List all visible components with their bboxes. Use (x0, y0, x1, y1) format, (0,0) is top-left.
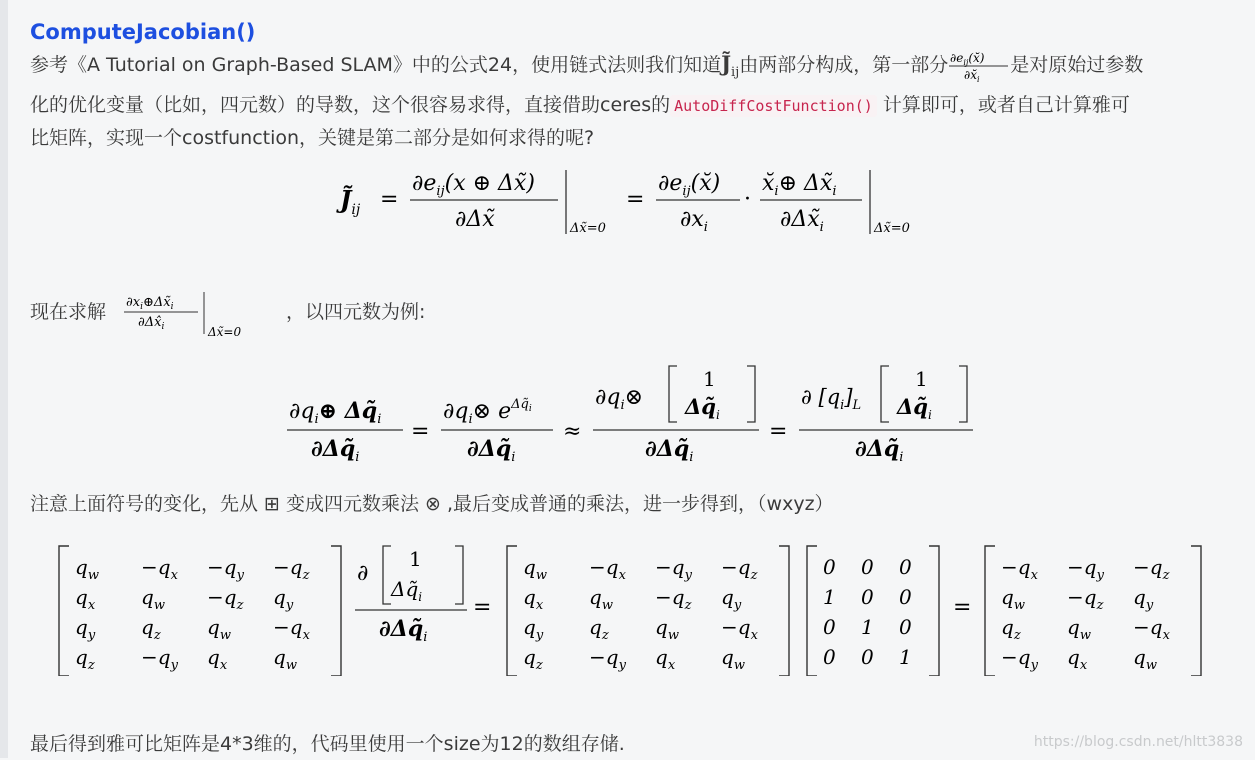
matrix-b-cell: $-q_y$ (655, 555, 692, 583)
matrix-a-cell: $-q_z$ (273, 555, 310, 583)
svg-text:∂Δx̃: ∂Δx̃ (455, 207, 495, 232)
vector-right-bracket (455, 546, 463, 604)
matrix-c-right-bracket (929, 546, 939, 676)
inline-fraction-2 (122, 288, 287, 344)
svg-text:∂eij(x̆): $\partial e_{ij}(x̆)$ (950, 50, 985, 67)
svg-text:∂qi⊗: $\partial q_i\otimes$ (595, 385, 644, 413)
matrix-d-left-bracket (985, 546, 995, 676)
matrix-d-cell: $-q_y$ (1001, 645, 1038, 673)
matrix-a-cell: $q_z$ (141, 615, 161, 643)
svg-text:Δx̃=0: Δx̃=0 (570, 221, 606, 236)
matrix-c-cell: 0 (861, 585, 874, 609)
matrix-a-cell: $q_y$ (273, 585, 294, 613)
matrix-b-cell: $-q_x$ (721, 615, 758, 643)
matrix-b-right-bracket (779, 546, 789, 676)
svg-text:∂x̆i: $\partial x̆_i$ (964, 67, 980, 82)
matrix-b-cell: $-q_z$ (721, 555, 758, 583)
matrix-b-cell: $-q_z$ (655, 585, 692, 613)
matrix-c-cell: 0 (861, 555, 874, 579)
matrix-b-cell: $-q_y$ (589, 645, 626, 673)
vector-bottom: $\Delta q̃_i$ (391, 577, 423, 604)
matrix-d-cell: $q_x$ (1067, 645, 1088, 673)
intro-text-5: 计算即可，或者自己计算雅可 (876, 94, 1130, 117)
matrix-a-right-bracket (331, 546, 341, 676)
matrix-a-cell: $-q_z$ (207, 585, 244, 613)
svg-text:=: = (626, 187, 645, 212)
matrix-a-cell: $-q_x$ (141, 555, 178, 583)
matrix-d-right-bracket (1191, 546, 1201, 676)
intro-text-6: 比矩阵，实现一个costfunction，关键是第二部分是如何求得的呢? (30, 127, 595, 150)
svg-text:∂Δx̂i: $\partial\Delta x̂_i$ (138, 315, 165, 332)
intro-text-4: 化的优化变量（比如，四元数）的导数，这个很容易求得，直接借助ceres的 (30, 94, 671, 117)
vector-left-bracket (383, 546, 391, 604)
svg-text:Δq̃i: $\Delta q̃_i$ (897, 394, 932, 422)
svg-text:∂Δx̃i: $\partial\Delta x̃_i$ (780, 207, 824, 235)
partial-symbol: ∂ (357, 561, 369, 586)
matrix-b-cell: $q_y$ (523, 615, 544, 643)
matrix-a-cell: $q_z$ (75, 645, 95, 673)
intro-text-1: 参考《A Tutorial on Graph-Based SLAM》中的公式24，使用链式法则我们知道 (30, 54, 722, 76)
jacobian-symbol: $J̃_{ij}$ (721, 51, 740, 81)
matrix-a-cell: $-q_y$ (141, 645, 178, 673)
svg-text:∂xi: $\partial x_i$ (680, 207, 708, 235)
matrix-b-cell: $q_x$ (655, 645, 676, 673)
matrix-d-cell: $-q_z$ (1067, 585, 1104, 613)
matrix-a-cell: $-q_y$ (207, 555, 244, 583)
matrix-c-cell: 0 (899, 615, 912, 639)
matrix-a-cell: $q_y$ (75, 615, 96, 643)
svg-text:J̃ij: $J̃_{ij}$ (340, 185, 361, 218)
matrix-b-cell: $q_w$ (721, 645, 745, 673)
svg-text:∂eij(x ⊕ Δx̃): $\partial e_{ij}(x$ ⊕ Δx̃) (412, 171, 535, 199)
matrix-b-cell: $q_x$ (523, 585, 544, 613)
svg-text:∂Δq̃i: $\partial\Delta q̃_i$ (311, 436, 360, 465)
matrix-c-cell: 0 (823, 615, 836, 639)
matrix-b-cell: $q_w$ (523, 555, 547, 583)
svg-text:∂Δq̃i: $\partial\Delta q̃_i$ (645, 436, 694, 465)
blockquote-border (0, 0, 8, 758)
matrix-d-cell: $q_z$ (1001, 615, 1021, 643)
matrix-b-cell: $q_z$ (523, 645, 543, 673)
matrix-d-cell: $-q_z$ (1133, 555, 1170, 583)
equation-quaternion-derivative (285, 362, 985, 466)
matrix-c-cell: 0 (823, 555, 836, 579)
matrix-b-cell: $-q_x$ (589, 555, 626, 583)
matrix-d-cell: $q_w$ (1133, 645, 1157, 673)
matrix-c-cell: 0 (899, 585, 912, 609)
intro-paragraph (30, 48, 1235, 154)
solve-text-1: 现在求解 (30, 301, 107, 323)
matrix-d-cell: $-q_y$ (1067, 555, 1104, 583)
svg-text:≈: ≈ (563, 419, 582, 444)
solve-paragraph (30, 288, 1235, 344)
matrix-c-cell: 1 (823, 585, 836, 609)
svg-text:1: 1 (915, 367, 928, 391)
matrix-c-cell: 1 (861, 615, 874, 639)
matrix-b-left-bracket (507, 546, 517, 676)
equation-jacobian-chain (330, 160, 930, 240)
svg-text:=: = (769, 419, 788, 444)
inline-fraction-1 (948, 50, 1010, 82)
matrix-c-cell: 0 (861, 645, 874, 669)
svg-text:∂Δq̃i: $\partial\Delta q̃_i$ (855, 436, 904, 465)
svg-text:Δx̃=0: Δx̃=0 (874, 221, 910, 236)
matrix-a-cell: $q_w$ (273, 645, 297, 673)
svg-text:=: = (411, 419, 430, 444)
vector-top: 1 (409, 547, 422, 571)
matrix-d-cell: $q_w$ (1001, 585, 1025, 613)
matrix-c-left-bracket (807, 546, 817, 676)
matrix-c-cell: 0 (823, 645, 836, 669)
intro-text-2: 由两部分构成，第一部分 (739, 54, 949, 76)
section-heading: ComputeJacobian() (30, 20, 256, 44)
matrix-d-cell: $-q_x$ (1133, 615, 1170, 643)
equals-sign: = (473, 595, 492, 620)
matrix-b-cell: $q_w$ (589, 585, 613, 613)
matrix-b-cell: $q_z$ (589, 615, 609, 643)
matrix-c-cell: 0 (899, 555, 912, 579)
svg-text:∂xi⊕Δx̃i: $\partial x_i\oplus\Delta x̃_i$ (126, 295, 174, 312)
solve-text-2: ，以四元数为例: (286, 301, 426, 323)
code-autodiff: AutoDiffCostFunction() (670, 95, 877, 117)
svg-text:∂qi⊗ eΔq̃i: $\partial q_i\otimes$ $e^{\Delta q̃}i$ (443, 397, 532, 427)
watermark: https://blog.csdn.net/hltt3838 (1033, 734, 1243, 750)
svg-text:Δx̃=0: Δx̃=0 (208, 325, 242, 339)
svg-text:∂ [qi]L: ∂ $[q_i]_L$ (801, 385, 862, 413)
svg-text:∂qi⊕ Δq̃i: $\partial q_i\oplus$ $\Delta q̃_i$ (289, 398, 382, 427)
matrix-a-cell: $q_w$ (207, 615, 231, 643)
svg-text:x̆i⊕ Δx̃i: $x̆_i\oplus$ $\Delta x̃_i$ (762, 171, 837, 199)
svg-text:Δq̃i: $\Delta q̃_i$ (685, 394, 720, 422)
matrix-c-cell: 1 (899, 645, 912, 669)
matrix-a-cell: $q_x$ (207, 645, 228, 673)
equals-sign: = (953, 595, 972, 620)
svg-text:=: = (380, 187, 399, 212)
conclusion-paragraph: 最后得到雅可比矩阵是4*3维的，代码里使用一个size为12的数组存储. (30, 733, 625, 755)
matrix-b-cell: $q_y$ (721, 585, 742, 613)
intro-text-3: 是对原始过参数 (1010, 54, 1144, 76)
matrix-a-cell: $-q_x$ (273, 615, 310, 643)
svg-text:∂eij(x̆): $\partial e_{ij}(x̆)$ (658, 171, 721, 199)
matrix-a-cell: $q_x$ (75, 585, 96, 613)
matrix-a-cell: $q_w$ (75, 555, 99, 583)
matrix-a-cell: $q_w$ (141, 585, 165, 613)
svg-text:·: · (744, 187, 751, 212)
fraction-denominator: $\partial\Delta q̃_i$ (379, 616, 428, 645)
matrix-a-left-bracket (59, 546, 69, 676)
svg-text:∂Δq̃i: $\partial\Delta q̃_i$ (467, 436, 516, 465)
notation-paragraph: 注意上面符号的变化，先从 ⊞ 变成四元数乘法 ⊗ ,最后变成普通的乘法，进一步得到，（wxyz） (30, 493, 834, 515)
matrix-d-cell: $q_y$ (1133, 585, 1154, 613)
matrix-d-cell: $-q_x$ (1001, 555, 1038, 583)
svg-text:1: 1 (703, 367, 716, 391)
matrix-b-cell: $q_w$ (655, 615, 679, 643)
equation-matrix-product (55, 540, 1215, 676)
matrix-d-cell: $q_w$ (1067, 615, 1091, 643)
